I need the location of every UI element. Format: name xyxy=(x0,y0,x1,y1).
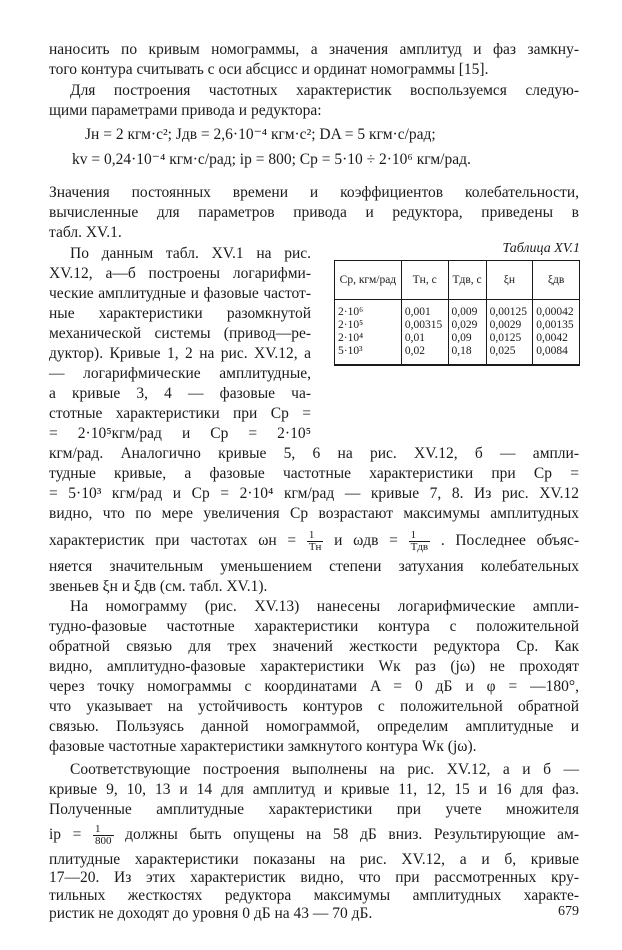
text-line: щими параметрами привода и редуктора: xyxy=(49,102,322,119)
text-line: через точку номограммы с координатами A = 0 дБ и φ = —180°, xyxy=(49,678,579,695)
table-cell: 0,01 xyxy=(404,332,425,344)
text-line: ческие амплитудные и фазовые частот- xyxy=(49,285,311,302)
text-line: наносить по кривым номограммы, а значения амплитуд и фаз замкну- xyxy=(49,41,579,58)
text-line-with-fraction xyxy=(49,822,579,848)
text-line: Для построения частотных характеристик воспользуемся следую- xyxy=(70,82,579,99)
table-cell: 0,09 xyxy=(451,332,472,344)
text-line: = 5·10³ кгм/рад и Cр = 2·10⁴ кгм/рад — кривые 7, 8. Из рис. XV.12 xyxy=(49,485,579,502)
table-column xyxy=(533,300,580,366)
table-cell: 2·10⁵ xyxy=(338,319,364,331)
page-number: 679 xyxy=(558,904,579,919)
table-cell: 0,00135 xyxy=(536,319,574,331)
table-column xyxy=(401,300,448,366)
table-header-cell: Tдв, с xyxy=(448,261,486,300)
text-line: — логарифмические амплитудные, xyxy=(49,365,311,382)
text-fragment: характеристик при частотах ωн = xyxy=(49,532,297,549)
table-cell: 0,025 xyxy=(489,345,516,357)
text-line: няется значительным уменьшением степени затухания колебательных xyxy=(49,558,579,575)
formula-gear-params: kv = 0,24·10⁻⁴ кгм·с/рад; iр = 800; Cр = 5·10 ÷ 2·10⁶ кгм/рад. xyxy=(72,151,471,168)
table-cell: 0,0042 xyxy=(536,332,568,344)
text-line: плитудные характеристики показаны на рис. XV.12, а и б, кривые xyxy=(49,851,579,868)
text-line: ные характеристики разомкнутой xyxy=(49,305,311,322)
text-line: кривые 9, 10, 13 и 14 для амплитуд и кривые 11, 12, 15 и 16 для фаз. xyxy=(49,781,579,798)
text-line: обратной связью для трех значений жесткости редуктора Cр. Как xyxy=(49,638,579,655)
text-line: На номограмму (рис. XV.13) нанесены логарифмические ампли- xyxy=(70,598,579,615)
text-fragment: и ωдв = xyxy=(334,532,398,549)
text-line: = 2·10⁵кгм/рад и Cр = 2·10⁵ xyxy=(49,425,311,442)
table-cell: 0,00125 xyxy=(489,306,527,318)
table-cell: 0,029 xyxy=(451,319,478,331)
fraction xyxy=(409,530,431,553)
fraction-numerator: 1 xyxy=(93,824,114,836)
table-cell: 0,00042 xyxy=(536,306,574,318)
text-line: а кривые 3, 4 — фазовые ча- xyxy=(49,385,311,402)
fraction-denominator: 800 xyxy=(95,834,112,847)
text-fragment: . Последнее объяс- xyxy=(440,532,580,549)
text-line: Полученные амплитудные характеристики при учете множителя xyxy=(49,801,579,818)
text-line-with-fractions xyxy=(49,528,579,554)
table-cell: 0,001 xyxy=(404,306,431,318)
text-line: кгм/рад. Аналогично кривые 5, 6 на рис. XV.12, б — ампли- xyxy=(49,445,579,462)
table-caption: Таблица XV.1 xyxy=(502,241,580,256)
table-cell: 0,0125 xyxy=(489,332,522,344)
fraction xyxy=(307,530,324,553)
table-header-cell: ξдв xyxy=(533,261,580,300)
text-line: 17—20. Из этих характеристик видно, что при рассмотренных кру- xyxy=(49,869,579,886)
text-line: механической системы (привод—ре- xyxy=(49,325,311,342)
text-line: табл. XV.1. xyxy=(49,224,122,241)
fraction-denominator: Tн xyxy=(308,540,322,553)
text-line: стотные характеристики при Cр = xyxy=(49,405,311,422)
table-cell: 0,0029 xyxy=(489,319,522,331)
table-cell: 0,02 xyxy=(404,345,425,357)
text-line: видно, что по мере увеличения Cр возрастают максимумы амплитудных xyxy=(49,505,579,522)
text-line: дуктор). Кривые 1, 2 на рис. XV.12, а xyxy=(49,345,311,362)
text-line: видно, амплитудно-фазовые характеристики Wк раз (jω) не проходят xyxy=(49,658,579,675)
text-line: что указывает на устойчивость контуров с положительной обратной xyxy=(49,698,579,715)
text-line: фазовые частотные характеристики замкнутого контура Wк (jω). xyxy=(49,738,477,755)
text-line: звеньев ξн и ξдв (см. табл. XV.1). xyxy=(49,578,268,595)
text-line: XV.12, а—б построены логарифми- xyxy=(49,265,311,282)
text-line: тильных жесткостях редуктора максимумы амплитудных характе- xyxy=(49,887,579,904)
text-line: Соответствующие построения выполнены на рис. XV.12, а и б — xyxy=(70,761,579,778)
parameters-table xyxy=(334,260,580,366)
fraction-numerator: 1 xyxy=(307,530,324,542)
text-line: тудные кривые, а фазовые частотные характеристики при Cр = xyxy=(49,465,579,482)
text-line: вычисленные для параметров привода и редуктора, приведены в xyxy=(49,204,579,221)
table-cell: 0,00315 xyxy=(404,319,443,331)
table-header-cell: ξн xyxy=(486,261,533,300)
formula-drive-params: Jн = 2 кгм·с²; Jдв = 2,6·10⁻⁴ кгм·с²; DA = 5 кгм·с/рад; xyxy=(85,126,436,143)
table-cell: 2·10⁴ xyxy=(338,332,364,344)
text-fragment: iр = xyxy=(49,826,82,843)
text-line: ристик не доходят до уровня 0 дБ на 43 — 70 дБ. xyxy=(49,905,373,922)
text-fragment: должны быть опущены на 58 дБ вниз. Результирующие ам- xyxy=(125,826,579,843)
fraction xyxy=(93,824,114,847)
fraction-numerator: 1 xyxy=(409,530,431,542)
text-line: По данным табл. XV.1 на рис. xyxy=(70,245,311,262)
table-column xyxy=(448,300,486,366)
table-column xyxy=(486,300,533,366)
table-header-cell: Tн, с xyxy=(401,261,448,300)
text-line: того контура считывать с оси абсцисс и ординат номограммы [15]. xyxy=(49,61,489,78)
table-cell: 0,009 xyxy=(451,306,478,318)
table-header-cell: Cр, кгм/рад xyxy=(335,261,402,300)
text-line: Значения постоянных времени и коэффициентов колебательности, xyxy=(49,184,579,201)
table-cell: 0,0084 xyxy=(536,345,568,357)
table-cell: 5·10³ xyxy=(338,345,363,357)
table-column xyxy=(335,300,402,366)
fraction-denominator: Tдв xyxy=(410,540,429,553)
table-cell: 0,18 xyxy=(451,345,472,357)
text-line: связью. Пользуясь данной номограммой, определим амплитудные и xyxy=(49,718,579,735)
text-line: тудно-фазовые частотные характеристики контура с положительной xyxy=(49,618,579,635)
table-cell: 2·10⁶ xyxy=(338,306,364,318)
